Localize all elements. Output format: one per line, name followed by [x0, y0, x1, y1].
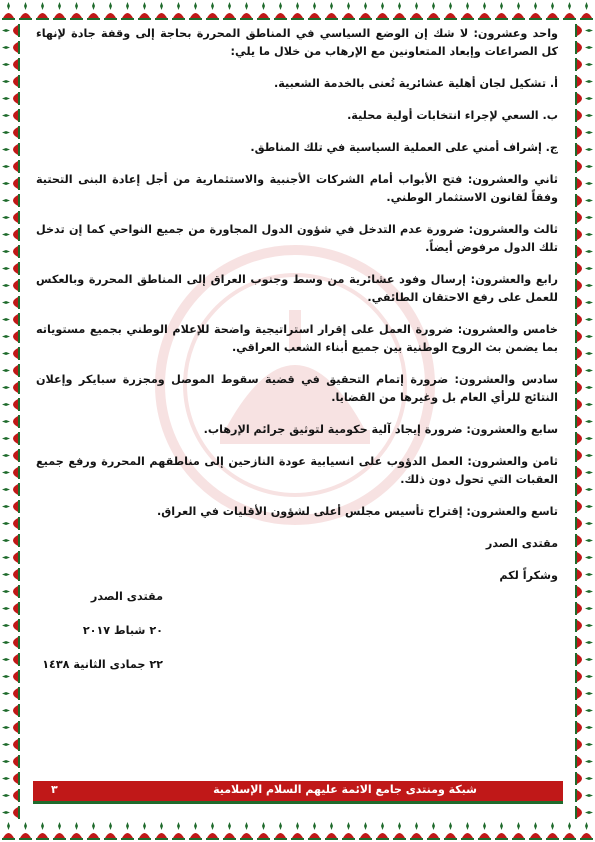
footer-bar [33, 781, 563, 804]
paragraph-point-27: سابع والعشرون: ضرورة إيجاد آلية حكومية لتوثيق جرائم الإرهاب. [203, 423, 558, 436]
border-pattern-bottom [0, 820, 595, 842]
paragraph-point-21b: ب. السعي لإجراء انتخابات أولية محلية. [347, 109, 558, 122]
closing-name: مقتدى الصدر [485, 537, 558, 550]
paragraph-point-24: رابع والعشرون: إرسال وفود عشائرية من وسط وجنوب العراق إلى المناطق المحررة وبالعكس للعمل على رفع الاحتقان الطائفي. [36, 273, 558, 304]
signature-date-gregorian: ٢٠ شباط ٢٠١٧ [82, 624, 163, 637]
signature-date-hijri: ٢٢ جمادى الثانية ١٤٣٨ [42, 658, 163, 671]
paragraph-point-28: ثامن والعشرون: العمل الدؤوب على انسيابية عودة النازحين إلى مناطقهم المحررة ورفع جميع العقبات التي تحول دون ذلك. [36, 455, 558, 486]
paragraph-point-29: تاسع والعشرون: إقتراح تأسيس مجلس أعلى لشؤون الأقليات في العراق. [156, 505, 558, 518]
signature-name: مقتدى الصدر [90, 590, 163, 603]
decorative-border-left [0, 22, 22, 820]
decorative-border-right [573, 22, 595, 820]
page-number: ٣ [51, 783, 58, 796]
paragraph-point-23: ثالث والعشرون: ضرورة عدم التدخل في شؤون الدول المجاورة من جميع النواحي كما إن تدخل تلك الدول مرفوض أيضاً. [36, 223, 558, 254]
document-body [36, 25, 558, 599]
paragraph-point-21: واحد وعشرون: لا شك إن الوضع السياسي في المناطق المحررة بحاجة إلى وقفة جادة لإنهاء كل الصراعات وإبعاد المتعاونين مع الإرهاب من خلال ما يلي: [36, 27, 558, 58]
paragraph-point-25: خامس والعشرون: ضرورة العمل على إقرار استراتيجية واضحة للإعلام الوطني بجميع مستوياته بما يضمن بث الروح الوطنية بين جميع أبناء الشعب العراقي. [36, 323, 558, 354]
paragraph-point-21c: ج. إشراف أمني على العملية السياسية في تلك المناطق. [250, 141, 558, 154]
signature-block [42, 590, 163, 692]
border-pattern-left [0, 22, 22, 820]
closing-thanks: وشكراً لكم [499, 569, 558, 582]
border-pattern-top [0, 0, 595, 22]
paragraph-point-22: ثاني والعشرون: فتح الأبواب أمام الشركات الأجنبية والاستثمارية من أجل إعادة البنى التحتية وفقاً لقانون الاستثمار الوطني. [36, 173, 558, 204]
border-pattern-right [573, 22, 595, 820]
paragraph-point-21a: أ. تشكيل لجان أهلية عشائرية تُعنى بالخدمة الشعبية. [273, 77, 558, 90]
decorative-border-top [0, 0, 595, 22]
footer-title: شبكة ومنتدى جامع الائمة عليهم السلام الإسلامية [213, 783, 477, 796]
decorative-border-bottom [0, 820, 595, 842]
paragraph-point-26: سادس والعشرون: ضرورة إتمام التحقيق في قضية سقوط الموصل ومجزرة سبايكر وإعلان النتائج للرأي العام بل وغيرها من القضايا. [36, 373, 558, 404]
